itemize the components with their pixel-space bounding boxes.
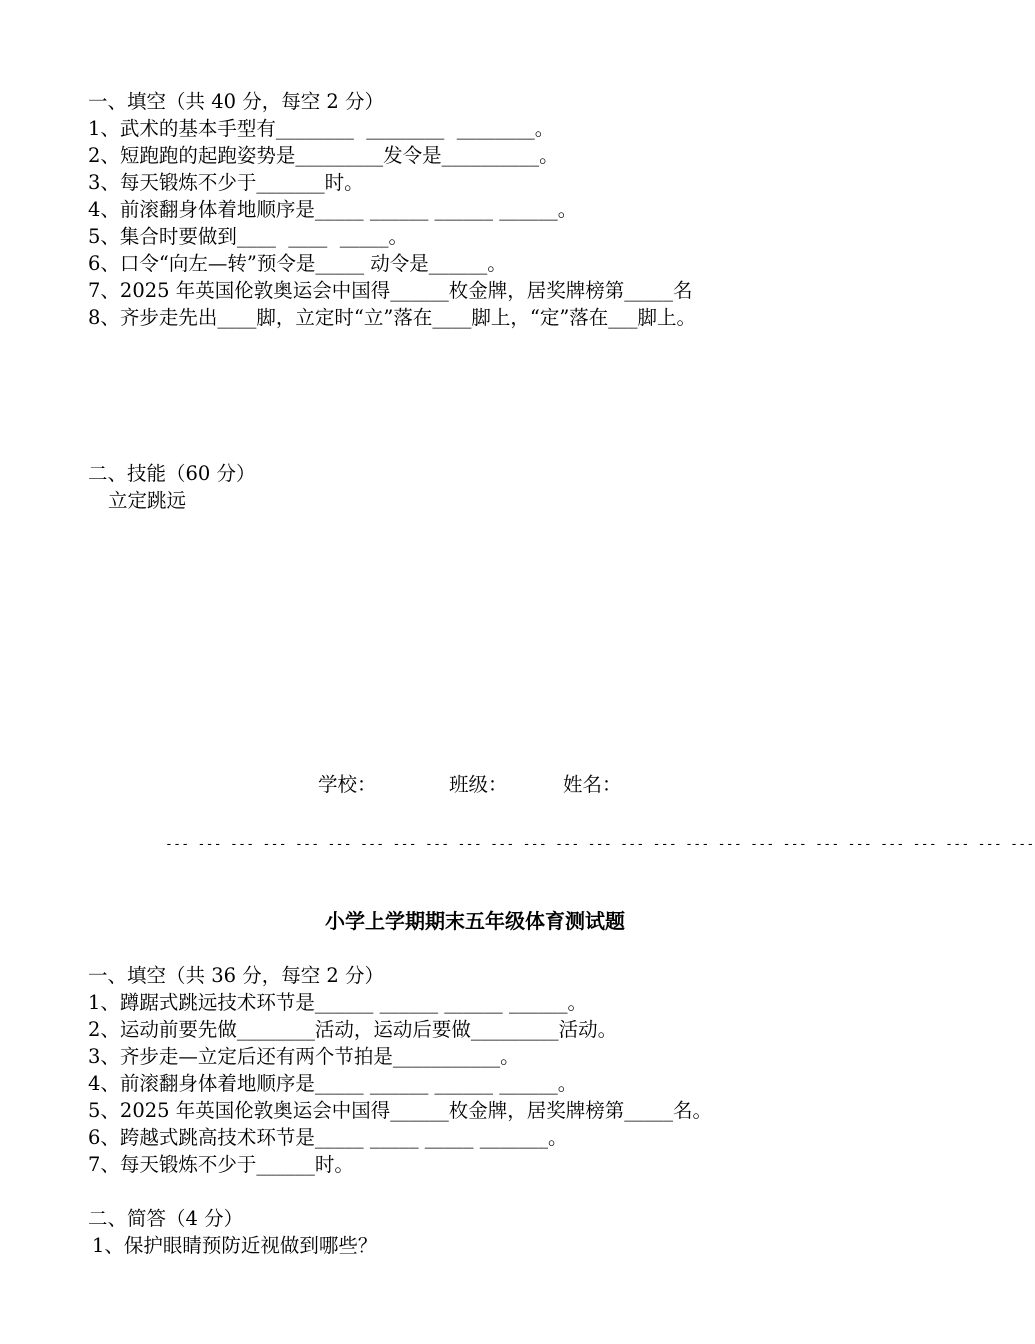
question-2: 2、短跑跑的起跑姿势是_________发令是__________。 [88,144,559,167]
question-3: 3、每天锻炼不少于_______时。 [88,171,364,194]
exam2-question-7: 7、每天锻炼不少于______时。 [88,1153,354,1176]
section2-heading: 二、技能（60 分） [88,462,256,485]
exam-title: 小学上学期期末五年级体育测试题 [325,909,625,933]
class-label: 班级： [449,773,508,796]
exam2-question-4: 4、前滚翻身体着地顺序是_____ ______ ______ ______。 [88,1072,578,1095]
exam2-question-1: 1、蹲踞式跳远技术环节是______ ______ ______ ______。 [88,991,588,1014]
exam2-section2-item: 1、保护眼睛预防近视做到哪些？ [92,1234,378,1257]
question-6: 6、口令“向左—转”预令是_____ 动令是______。 [88,252,507,275]
exam2-section2-heading: 二、简答（4 分） [88,1207,244,1230]
exam2-question-3: 3、齐步走—立定后还有两个节拍是___________。 [88,1045,520,1068]
exam2-question-6: 6、跨越式跳高技术环节是_____ _____ _____ _______。 [88,1126,568,1149]
name-label: 姓名： [563,773,622,796]
school-label: 学校： [318,773,377,796]
section1-heading: 一、填空（共 40 分，每空 2 分） [88,90,385,113]
question-5: 5、集合时要做到____ ____ _____。 [88,225,408,248]
exam2-question-5: 5、2025 年英国伦敦奥运会中国得______枚金牌，居奖牌榜第_____名。 [88,1099,712,1122]
section2-item: 立定跳远 [108,489,187,512]
cut-line: --- --- --- --- --- --- --- --- --- --- --- --- --- --- --- --- --- --- --- --- --- --- --- --- --- --- --- [165,837,1035,852]
exam2-question-2: 2、运动前要先做________活动，运动后要做_________活动。 [88,1018,618,1041]
question-4: 4、前滚翻身体着地顺序是_____ ______ ______ ______。 [88,198,578,221]
question-1: 1、武术的基本手型有________ ________ ________。 [88,117,555,140]
question-8: 8、齐步走先出____脚，立定时“立”落在____脚上，“定”落在___脚上。 [88,306,697,329]
exam2-section1-heading: 一、填空（共 36 分，每空 2 分） [88,964,385,987]
question-7: 7、2025 年英国伦敦奥运会中国得______枚金牌，居奖牌榜第_____名 [88,279,693,302]
